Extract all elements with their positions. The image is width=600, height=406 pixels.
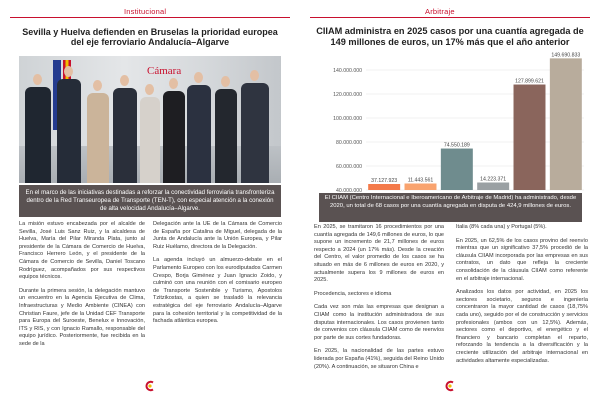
left-paragraph: Durante la primera sesión, la delegación mantuvo un encuentro en la Agencia Ejecutiva de Clima, Infraestructuras y Medio Ambiente (CINEA) con Christian Faure, jefe de la Unidad CEF Transporte para Europa del Suroeste, Benelux e Innovación, ITS y RIS, y con Ignacio Ramallo, responsable del equipo jurídico. Posteriormente, fue recibida en la sede de la	[19, 287, 145, 347]
left-paragraph: La agenda incluyó un almuerzo-debate en el Parlamento Europeo con los eurodiputados Carmen Crespo, Borja Giménez y Juan Ignacio Zoido, y culminó con una reunión con el comisario europeo de Transporte Sostenible y Turismo, Apostolos Tzitzikostas, a quien se trasladó la relevancia estratégica del eje ferroviario Andalucía–Algarve para la cohesión territorial y la competitividad de la fachada atlántica europea.	[153, 257, 282, 325]
y-tick-label: 100.000.000	[333, 115, 362, 122]
left-paragraph: La misión estuvo encabezada por el alcalde de Sevilla, José Luis Sanz Ruiz, y la alcaldesa de Huelva, María del Pilar Miranda Plata, junto al presidente de la Cámara de Comercio de Huelva, Francisco Herrero León, y el presidente de la Cámara de Comercio de Sevilla, Daniel Toscano Rodríguez, acompañados por sus respectivos equipos técnicos.	[19, 221, 145, 281]
right-caption: El CIIAM (Centro Internacional e Iberoamericano de Arbitraje de Madrid) ha administrado, desde 2020, un total de 68 casos por una cuantía agregada en disputa de 424,9 millones de euros.	[324, 195, 577, 209]
person-7-head	[194, 72, 203, 83]
y-tick-label: 80.000.000	[336, 139, 362, 146]
person-7	[187, 85, 211, 183]
right-paragraph: Italia (8% cada una) y Portugal (5%).	[456, 224, 547, 230]
bar-2020	[368, 184, 400, 190]
left-column-2	[153, 221, 282, 332]
person-4-head	[120, 75, 129, 86]
right-paragraph: Analizados los datos por actividad, en 2025 los sectores societario, seguros e ingeniería concentraron la mayor cantidad de casos (18,75% cada uno), seguido por el de construcción y servicios profesionales (ambos con un 12,5%). Además, sectores como el deportivo, el energético y el financiero y bancario completan el reparto, reforzando la tendencia a la diversificación y la creciente utilización del arbitraje internacional en actividades altamente especializadas.	[456, 289, 588, 364]
bar-value-label: 127.899.621	[515, 78, 544, 85]
person-6-head	[169, 78, 178, 89]
bar-value-label: 11.443.561	[407, 177, 434, 184]
bar-2025	[550, 58, 582, 190]
right-page	[300, 0, 600, 406]
person-5	[140, 97, 160, 183]
section-label-institucional: Institucional	[124, 7, 167, 16]
right-paragraph: Cada vez son más las empresas que designan a CIIAM como la institución administradora de sus disputas internacionales. Los casos provienen tanto de convenios con cláusula CIIAM como de reenvíos por parte de sus cortes fundadoras.	[314, 304, 444, 341]
left-paragraph: Delegación ante la UE de la Cámara de Comercio de España por Catalina de Miguel, delegada de la Junta de Andalucía ante la Unión Europea, y Pilar Ruiz Huélamo, directora de la Delegación.	[153, 221, 282, 250]
person-5-head	[145, 84, 154, 95]
y-tick-label: 140.000.000	[333, 67, 362, 74]
person-6	[163, 91, 185, 183]
right-paragraph: En 2025, la nacionalidad de las partes estuvo liderada por España (41%), seguida del Reino Unido (20%). A continuación, se situaron China e	[314, 348, 444, 370]
section-divider	[310, 17, 590, 18]
bar-2024	[514, 85, 546, 190]
chamber-logo-icon	[444, 380, 456, 392]
bar-value-label: 74.550.189	[443, 142, 470, 149]
person-2-head	[64, 66, 73, 77]
section-divider	[10, 17, 290, 18]
right-column-1	[314, 224, 444, 377]
right-subheading: Procedencia, sectores e idioma	[314, 290, 392, 297]
person-8	[215, 89, 237, 183]
bar-2021	[405, 184, 437, 191]
bar-value-label: 149.690.833	[551, 52, 581, 59]
left-caption: En el marco de las iniciativas destinadas a reforzar la conectividad ferroviaria transfronteriza dentro de la Red Transeuropea de Transporte (TEN-T), con especial atención a la conexión de alta velocidad Andalucía–Algarve.	[25, 189, 275, 212]
y-tick-label: 40.000.000	[336, 187, 362, 192]
right-paragraph: En 2025, se tramitaron 16 procedimientos por una cuantía agregada de 149,6 millones de euros, lo que supone un incremento de 21,7 millones de euros respecto a 2024 (un 17% más). Desde la creación del Centro, el valor promedio de los casos se ha situado en más de 6 millones de euros en 2020, y actualmente supera los 9 millones de euros en 2025.	[314, 224, 444, 284]
right-headline: CIIAM administra en 2025 casos por una cuantía agregada de 149 millones de euros, un 17% más que el año anterior	[316, 26, 584, 47]
cases-amount-bar-chart	[314, 52, 588, 192]
bar-2023	[477, 183, 509, 191]
bar-value-label: 37.127.923	[371, 178, 398, 184]
left-column-1	[19, 221, 145, 355]
person-2	[57, 79, 81, 183]
delegation-photo	[19, 56, 281, 183]
camara-sign: Cámara	[147, 65, 182, 77]
person-3-head	[93, 80, 102, 91]
bar-value-label: 14.223.371	[480, 176, 507, 183]
person-4	[113, 88, 137, 183]
right-column-2	[456, 224, 588, 371]
person-3	[87, 93, 109, 183]
person-9	[241, 83, 269, 183]
person-1	[25, 87, 51, 183]
bar-2022	[441, 149, 473, 190]
chamber-logo-icon	[144, 380, 156, 392]
y-tick-label: 120.000.000	[333, 91, 362, 98]
person-9-head	[250, 70, 259, 81]
person-8-head	[221, 76, 230, 87]
y-tick-label: 60.000.000	[336, 163, 362, 170]
section-label-arbitraje: Arbitraje	[425, 7, 455, 16]
right-paragraph: En 2025, un 62,5% de los casos provino del reenvío mientras que un significativo 37,5% procedió de la cláusula CIIAM incorporada por las empresas en sus contratos, un dato que refleja la creciente consolidación de la cláusula CIIAM como referente en el arbitraje internacional.	[456, 237, 588, 282]
left-headline: Sevilla y Huelva defienden en Bruselas la prioridad europea del eje ferroviario Andalucía–Algarve	[22, 27, 278, 48]
person-1-head	[33, 74, 42, 85]
